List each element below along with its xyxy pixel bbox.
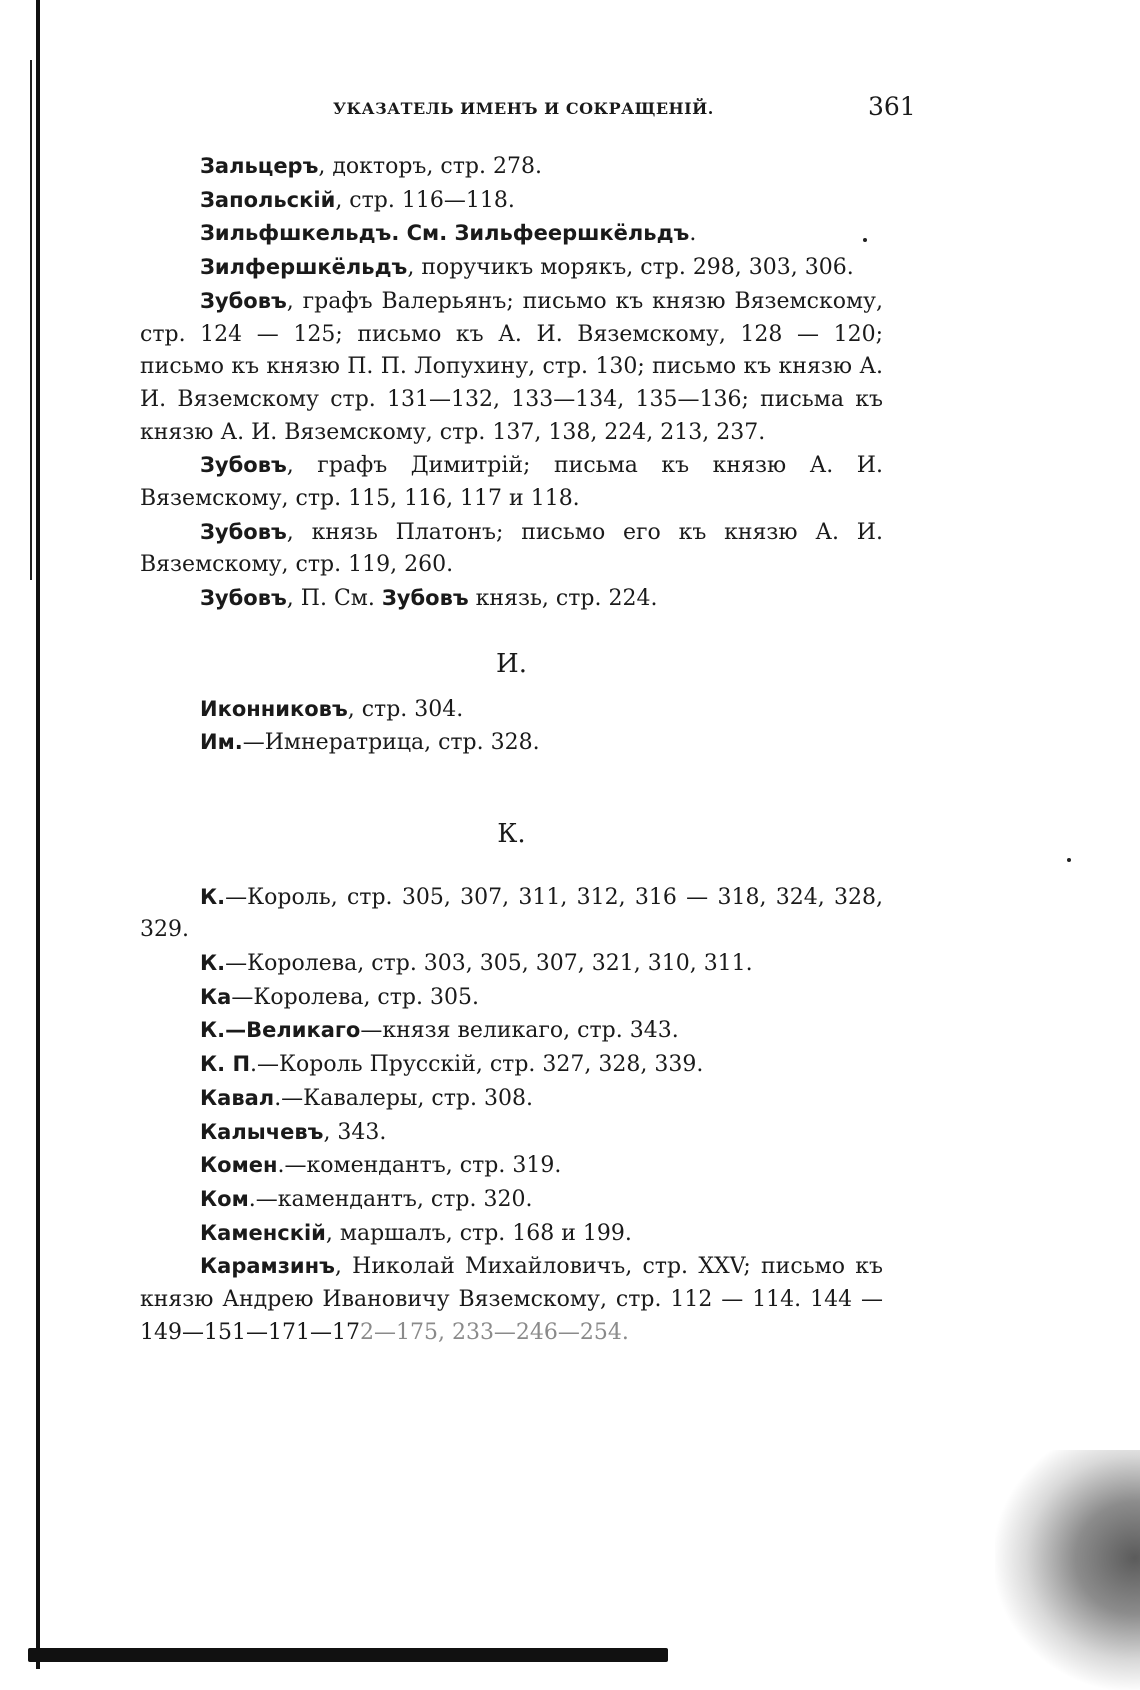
entry-text: , стр. 304. bbox=[347, 696, 464, 722]
entry-text: —князя великаго, стр. 343. bbox=[360, 1018, 679, 1044]
entry-head: К. bbox=[200, 884, 226, 909]
entry-head: Иконниковъ bbox=[200, 696, 348, 721]
index-entry bbox=[140, 184, 883, 218]
ink-speck bbox=[1067, 858, 1071, 862]
entry-head: Зубовъ bbox=[200, 288, 287, 313]
entry-text: , Николай Михайловичъ, стр. XXV; письмо къ князю Андрею Ивановичу Вяземскому, стр. 112 — 114. 144 — 149—151—171—17 bbox=[140, 1254, 883, 1345]
entry-head: Зубовъ bbox=[200, 453, 287, 478]
entry-text: , П. См. bbox=[286, 586, 382, 612]
entry-text: —Король, стр. 305, 307, 311, 312, 316 — 318, 324, 328, 329. bbox=[140, 884, 883, 943]
entry-text: , поручикъ морякъ, стр. 298, 303, 306. bbox=[407, 255, 854, 281]
entry-text: .—камендантъ, стр. 320. bbox=[248, 1186, 533, 1212]
index-body bbox=[140, 150, 883, 1350]
entry-head: Им. bbox=[200, 730, 243, 755]
index-entry bbox=[140, 1183, 883, 1217]
entry-head: К. П bbox=[200, 1052, 251, 1077]
running-head: УКАЗАТЕЛЬ ИМЕНЪ И СОКРАЩЕНІЙ. bbox=[333, 99, 714, 118]
entry-text: , графъ Димитрій; письма къ князю А. И. Вяземскому, стр. 115, 116, 117 и 118. bbox=[140, 453, 883, 512]
entry-head: К. bbox=[200, 951, 226, 976]
entry-text: —Имнератрица, стр. 328. bbox=[242, 730, 540, 756]
index-entry bbox=[140, 1048, 883, 1082]
binding-edge-inner bbox=[30, 60, 32, 580]
index-entry bbox=[140, 1116, 883, 1150]
index-entry bbox=[140, 1217, 883, 1251]
index-entry bbox=[140, 1014, 883, 1048]
page-number: 361 bbox=[868, 92, 916, 121]
entry-text: князь, стр. 224. bbox=[468, 586, 658, 612]
entry-head: Ка bbox=[200, 984, 232, 1009]
binding-edge bbox=[36, 0, 40, 1669]
section-letter-i: И. bbox=[496, 648, 527, 679]
thumb-shadow bbox=[995, 1450, 1140, 1690]
index-entry bbox=[140, 1250, 883, 1349]
index-entry bbox=[140, 582, 883, 616]
index-entry bbox=[140, 449, 883, 515]
entry-text: , стр. 116—118. bbox=[335, 187, 515, 213]
index-entry bbox=[140, 251, 883, 285]
entry-text: , докторъ, стр. 278. bbox=[318, 154, 542, 179]
entry-head: Зальцеръ bbox=[200, 154, 319, 178]
index-entry bbox=[140, 1149, 883, 1183]
index-entry bbox=[140, 217, 883, 251]
entry-text: , графъ Валерьянъ; письмо къ князю Вяземскому, стр. 124 — 125; письмо къ А. И. Вяземскому, 128 — 120; письмо къ князю П. П. Лопухину, стр. 130; письмо къ князю А. И. Вяземскому стр. 131—132, 133—134, 135—136; письма къ князю А. И. Вяземскому, стр. 137, 138, 224, 213, 237. bbox=[140, 288, 883, 445]
scan-shadow-strip bbox=[28, 1648, 668, 1662]
entry-text: .—комендантъ, стр. 319. bbox=[277, 1153, 562, 1179]
entry-text: , 343. bbox=[323, 1119, 387, 1145]
index-entry bbox=[140, 285, 883, 450]
entry-crossref-head: Зубовъ bbox=[381, 586, 469, 611]
entry-head: Ком bbox=[200, 1186, 249, 1211]
entry-head: Карамзинъ bbox=[200, 1254, 335, 1279]
section-letter-k: К. bbox=[497, 818, 526, 849]
index-entry bbox=[140, 947, 883, 981]
entry-head: Зубовъ bbox=[200, 586, 287, 611]
entry-text: , маршалъ, стр. 168 и 199. bbox=[325, 1220, 632, 1246]
index-entry bbox=[140, 726, 883, 760]
entry-text: .—Король Прусскій, стр. 327, 328, 339. bbox=[250, 1052, 704, 1078]
entry-text-faded: 2—175, 233—246—254. bbox=[359, 1319, 629, 1345]
entry-head: Каменскій bbox=[200, 1220, 326, 1245]
entry-head: Калычевъ bbox=[200, 1119, 324, 1144]
entry-head: Зубовъ bbox=[200, 519, 287, 544]
entry-head: Кавал bbox=[200, 1085, 275, 1110]
entry-text: —Королева, стр. 305. bbox=[231, 984, 479, 1010]
entry-text: . bbox=[689, 221, 697, 247]
entry-head: К.—Великаго bbox=[200, 1018, 361, 1043]
entry-text: —Королева, стр. 303, 305, 307, 321, 310, 311. bbox=[225, 951, 753, 977]
index-entry bbox=[140, 516, 883, 582]
entry-head: Зильфшкельдъ. См. Зильфеершкёльдъ bbox=[200, 221, 690, 246]
index-entry bbox=[140, 150, 883, 184]
index-entry bbox=[140, 881, 883, 947]
entry-text: , князь Платонъ; письмо его къ князю А. И. Вяземскому, стр. 119, 260. bbox=[140, 519, 883, 578]
entry-head: Комен bbox=[200, 1153, 278, 1178]
entry-text: .—Кавалеры, стр. 308. bbox=[274, 1085, 533, 1111]
index-entry bbox=[140, 1082, 883, 1116]
entry-head: Зилфершкёльдъ bbox=[200, 255, 408, 280]
entry-head: Запольскій bbox=[200, 187, 336, 212]
index-entry bbox=[140, 981, 883, 1015]
index-entry bbox=[140, 693, 883, 727]
